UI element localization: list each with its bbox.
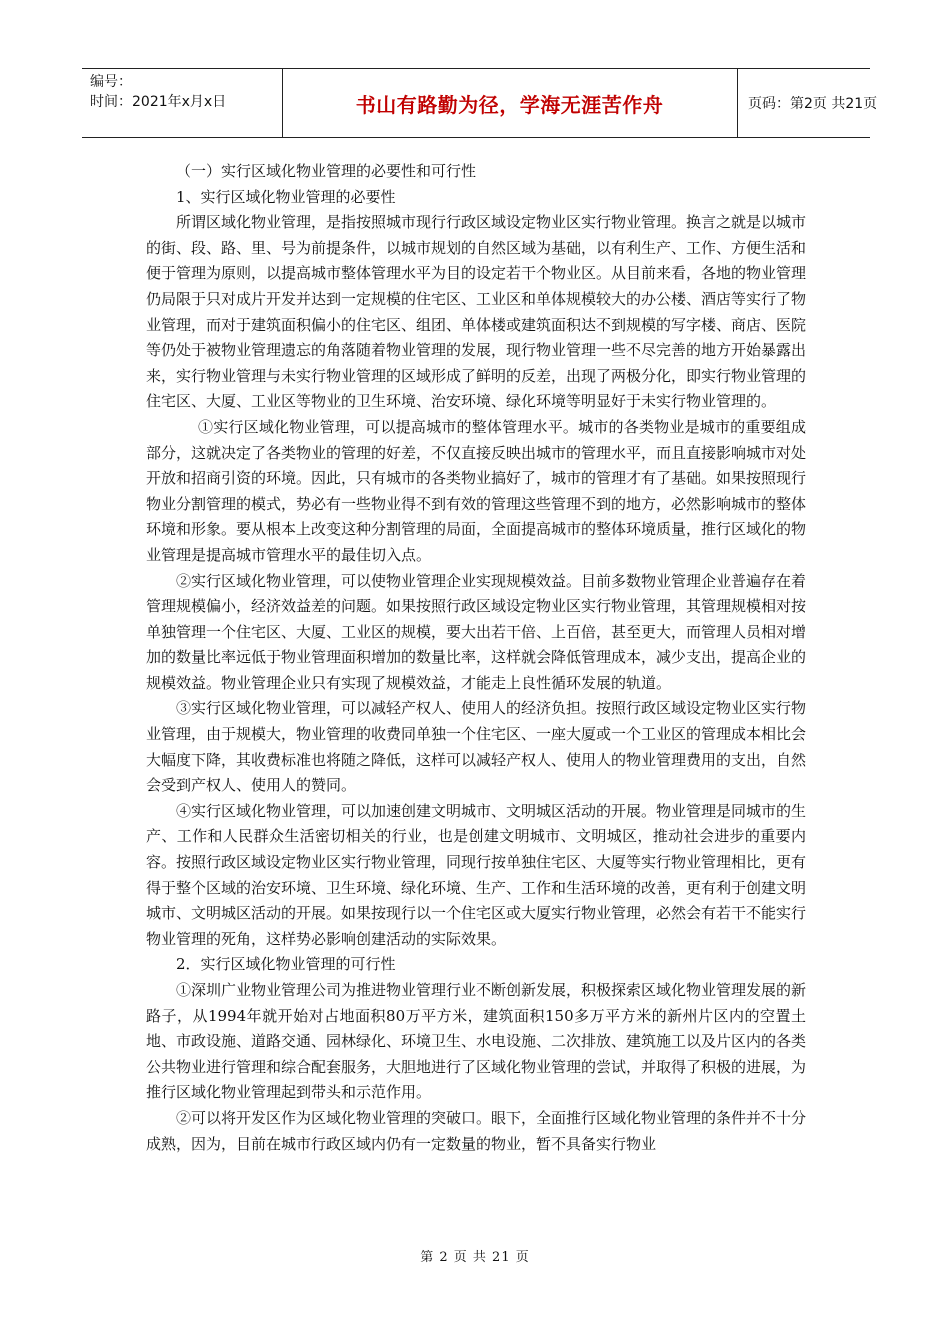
section-heading-1: （一）实行区域化物业管理的必要性和可行性	[176, 162, 477, 180]
header-left-cell	[82, 69, 283, 137]
header-page-info: 页码：第2页 共21页	[748, 96, 878, 112]
paragraph-point-2: ②实行区域化物业管理，可以使物业管理企业实现规模效益。目前多数物业管理企业普遍存在着管理规模偏小，经济效益差的问题。如果按照行政区域设定物业区实行物业管理，其管理规模相对按单独管理一个住宅区、大厦、工业区的规模，要大出若干倍、上百倍，甚至更大，而管理人员相对增加的数量比率远低于物业管理面积增加的数量比率，这样就会降低管理成本，减少支出，提高企业的规模效益。物业管理企业只有实现了规模效益，才能走上良性循环发展的轨道。	[146, 571, 807, 692]
paragraph-feasibility-2: ②可以将开发区作为区域化物业管理的突破口。眼下，全面推行区域化物业管理的条件并不十分成熟，因为，目前在城市行政区域内仍有一定数量的物业，暂不具备实行物业	[146, 1108, 807, 1153]
document-number-label: 编号：	[90, 74, 132, 90]
section-heading-feasibility: 2．实行区域化物业管理的可行性	[176, 955, 396, 974]
document-body	[146, 159, 806, 1157]
header-motto-cell	[282, 69, 738, 137]
paragraph-definition: 所谓区域化物业管理，是指按照城市现行行政区域设定物业区实行物业管理。换言之就是以城市的街、段、路、里、号为前提条件，以城市规划的自然区域为基础，以有利生产、工作、方便生活和便于管理为原则，以提高城市整体管理水平为目的设定若干个物业区。从目前来看，各地的物业管理仍局限于只对成片开发并达到一定规模的住宅区、工业区和单体规模较大的办公楼、酒店等实行了物业管理，而对于建筑面积偏小的住宅区、组团、单体楼或建筑面积达不到规模的写字楼、商店、医院等仍处于被物业管理遗忘的角落随着物业管理的发展，现行物业管理一些不尽完善的地方开始暴露出来，实行物业管理与未实行物业管理的区域形成了鲜明的反差，出现了两极分化，即实行物业管理的住宅区、大厦、工业区等物业的卫生环境、治安环境、绿化环境等明显好于未实行物业管理的。	[146, 213, 807, 411]
header-motto: 书山有路勤为径，学海无涯苦作舟	[355, 92, 664, 117]
document-date-label: 时间：2021年x月x日	[90, 94, 227, 110]
page-footer: 第 2 页 共 21 页	[420, 1250, 530, 1265]
paragraph-point-3: ③实行区域化物业管理，可以减轻产权人、使用人的经济负担。按照行政区域设定物业区实行物业管理，由于规模大，物业管理的收费同单独一个住宅区、一座大厦或一个工业区的管理成本相比会大幅度下降，其收费标准也将随之降低，这样可以减轻产权人、使用人的物业管理费用的支出，自然会受到产权人、使用人的赞同。	[146, 699, 807, 795]
paragraph-point-4: ④实行区域化物业管理，可以加速创建文明城市、文明城区活动的开展。物业管理是同城市的生产、工作和人民群众生活密切相关的行业，也是创建文明城市、文明城区，推动社会进步的重要内容。按照行政区域设定物业区实行物业管理，同现行按单独住宅区、大厦等实行物业管理相比，更有得于整个区域的治安环境、卫生环境、绿化环境、生产、工作和生活环境的改善，更有利于创建文明城市、文明城区活动的开展。如果按现行以一个住宅区或大厦实行物业管理，必然会有若干不能实行物业管理的死角，这样势必影响创建活动的实际效果。	[146, 801, 807, 948]
paragraph-point-1: ①实行区域化物业管理，可以提高城市的整体管理水平。城市的各类物业是城市的重要组成部分，这就决定了各类物业的管理的好差，不仅直接反映出城市的管理水平，而且直接影响城市对处开放和招商引资的环境。因此，只有城市的各类物业搞好了，城市的管理才有了基础。如果按照现行物业分割管理的模式，势必有一些物业得不到有效的管理这些管理不到的地方，必然影响城市的整体环境和形象。要从根本上改变这种分割管理的局面，全面提高城市的整体环境质量，推行区域化的物业管理是提高城市管理水平的最佳切入点。	[146, 417, 807, 564]
header-page-cell	[738, 69, 878, 137]
document-header	[82, 68, 878, 138]
section-heading-necessity: 1、实行区域化物业管理的必要性	[176, 187, 396, 206]
paragraph-feasibility-1: ①深圳广业物业管理公司为推进物业管理行业不断创新发展，积极探索区域化物业管理发展的新路子，从1994年就开始对占地面积80万平方米，建筑面积150多万平方米的新州片区内的空置土地、市政设施、道路交通、园林绿化、环境卫生、水电设施、二次排放、建筑施工以及片区内的各类公共物业进行管理和综合配套服务，大胆地进行了区域化物业管理的尝试，并取得了积极的进展，为推行区域化物业管理起到带头和示范作用。	[146, 981, 807, 1102]
